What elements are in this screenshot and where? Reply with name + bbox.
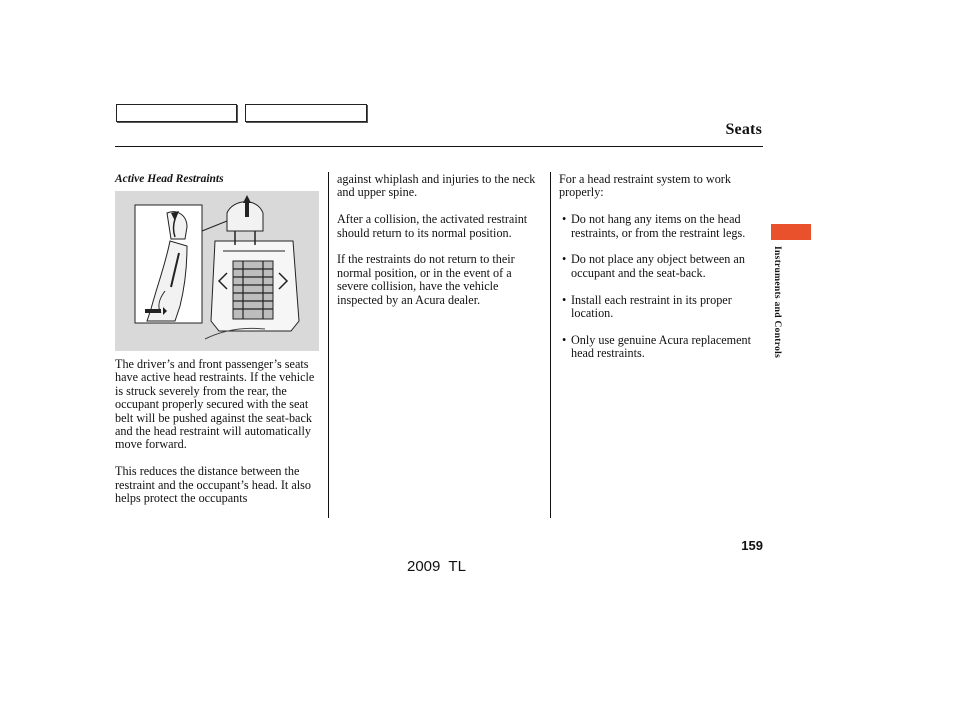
column-1-body <box>115 358 325 519</box>
column-2-body <box>337 173 543 320</box>
page-number: 159 <box>741 538 763 553</box>
paragraph: After a collision, the activated restraint should return to its normal position. <box>337 212 528 240</box>
list-item: • Do not hang any items on the head restraints, or from the restraint legs. <box>559 213 765 240</box>
list-item: • Only use genuine Acura replacement head restraints. <box>559 334 765 361</box>
column-divider <box>328 172 329 518</box>
paragraph: against whiplash and injuries to the neck and upper spine. <box>337 172 536 200</box>
paragraph: The driver’s and front passenger’s seats have active head restraints. If the vehicle is struck severely from the rear, the occupant properly secured with the seat belt will be pushed against the seat-back and the head restraint will automatically move forward. <box>115 357 315 452</box>
paragraph: If the restraints do not return to their normal position, or in the event of a severe collision, have the vehicle inspected by an Acura dealer. <box>337 252 515 307</box>
list-item: • Install each restraint in its proper location. <box>559 294 765 321</box>
column-3-body <box>559 173 765 374</box>
list-item: • Do not place any object between an occupant and the seat-back. <box>559 253 765 280</box>
section-heading: Active Head Restraints <box>115 173 224 185</box>
model-label: 2009 TL <box>407 558 466 575</box>
section-label: Instruments and Controls <box>772 246 782 359</box>
nav-button-next[interactable] <box>245 104 367 122</box>
header-rule <box>115 146 763 147</box>
column-divider <box>550 172 551 518</box>
seat-diagram-icon <box>115 191 319 351</box>
page-title: Seats <box>725 121 762 138</box>
precautions-list <box>559 213 765 360</box>
nav-button-prev[interactable] <box>116 104 237 122</box>
head-restraint-illustration <box>115 191 319 351</box>
intro-text: For a head restraint system to work properly: <box>559 172 731 200</box>
paragraph: This reduces the distance between the restraint and the occupant’s head. It also helps protect the occupants <box>115 464 311 506</box>
section-tab[interactable] <box>771 224 811 240</box>
